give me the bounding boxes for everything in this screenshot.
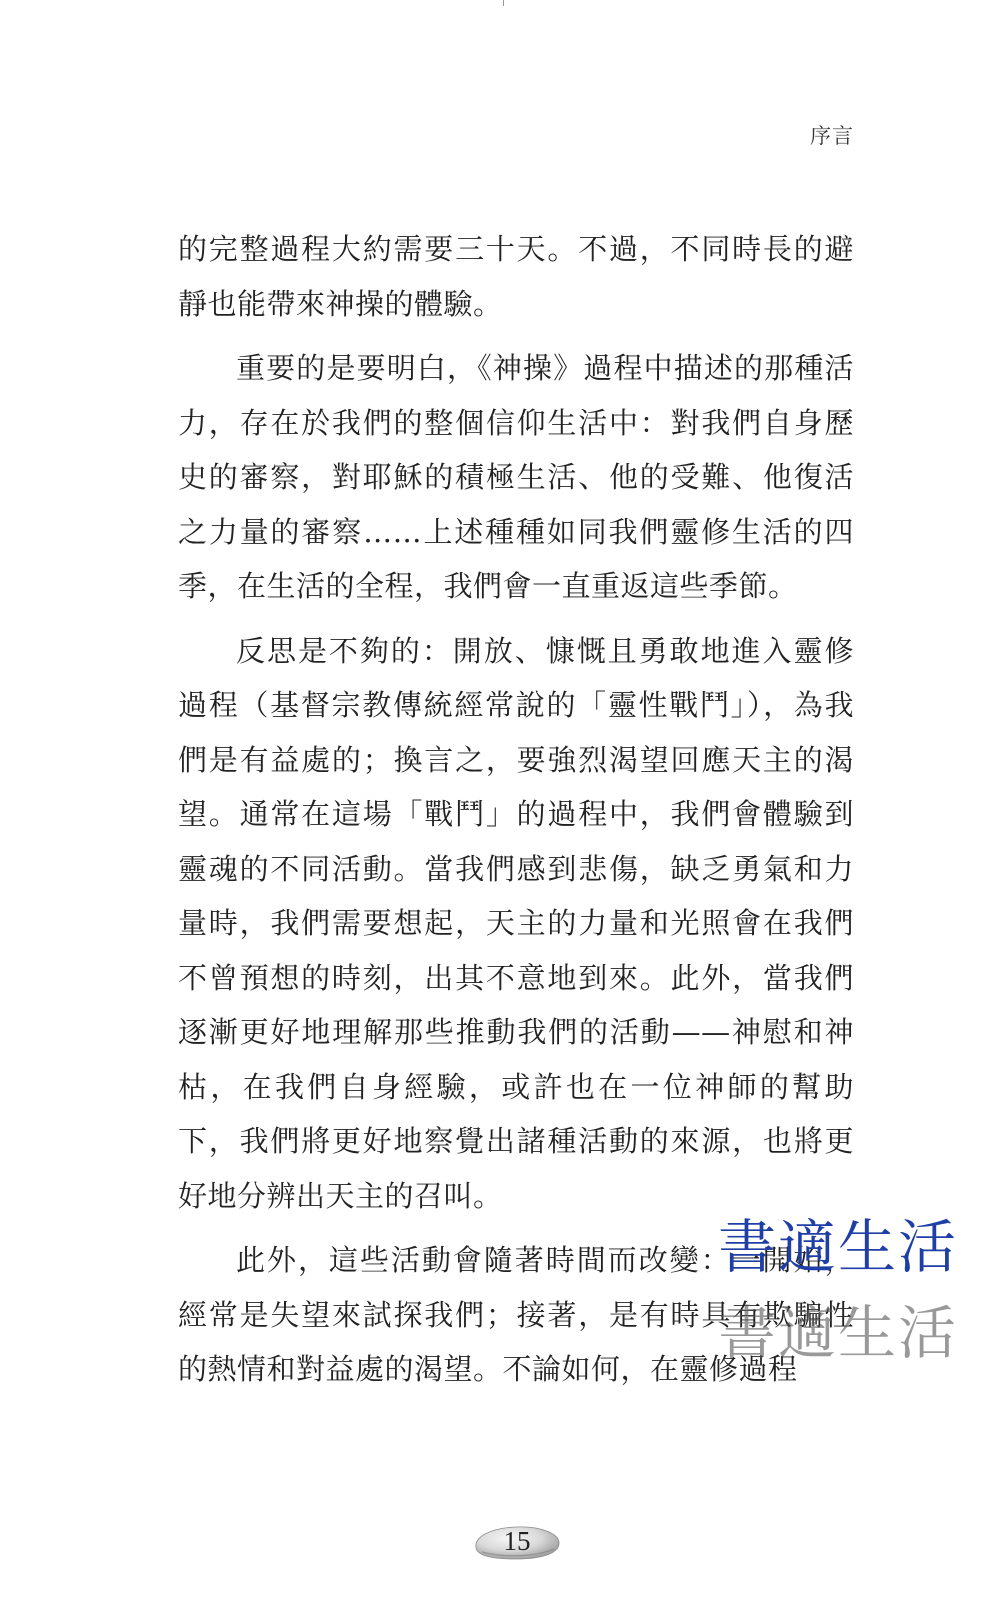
paragraph: 反思是不夠的：開放、慷慨且勇敢地進入靈修過程（基督宗教傳統經常說的「靈性戰鬥」），為我們是有益處的；換言之，要強烈渴望回應天主的渴望。通常在這場「戰鬥」的過程中，我們會體驗到靈魂的不同活動。當我們感到悲傷，缺乏勇氣和力量時，我們需要想起，天主的力量和光照會在我們不曾預想的時刻，出其不意地到來。此外，當我們逐漸更好地理解那些推動我們的活動——神慰和神枯，在我們自身經驗，或許也在一位神師的幫助下，我們將更好地察覺出諸種活動的來源，也將更好地分辨出天主的召叫。 xyxy=(178,633,854,1213)
page-number: 15 xyxy=(503,1526,531,1556)
paragraph: 此外，這些活動會隨著時間而改變：一開始，經常是失望來試探我們；接著，是有時具有欺騙性的熱情和對益處的渴望。不論如何，在靈修過程 xyxy=(178,1243,854,1386)
watermark-text-blue: 書適生活 xyxy=(717,1213,958,1281)
watermark-text-gray: 書適生活 xyxy=(717,1299,958,1367)
paragraph-continued: 的完整過程大約需要三十天。不過，不同時長的避靜也能帶來神操的體驗。 xyxy=(178,232,854,321)
paragraph: 重要的是要明白，《神操》過程中描述的那種活力，存在於我們的整個信仰生活中：對我們自身歷史的審察，對耶穌的積極生活、他的受難、他復活之力量的審察……上述種種如同我們靈修生活的四季，在生活的全程，我們會一直重返這些季節。 xyxy=(178,351,854,603)
top-crop-mark xyxy=(503,0,504,6)
page-number-badge xyxy=(470,1522,564,1562)
running-header: 序言 xyxy=(810,124,854,148)
